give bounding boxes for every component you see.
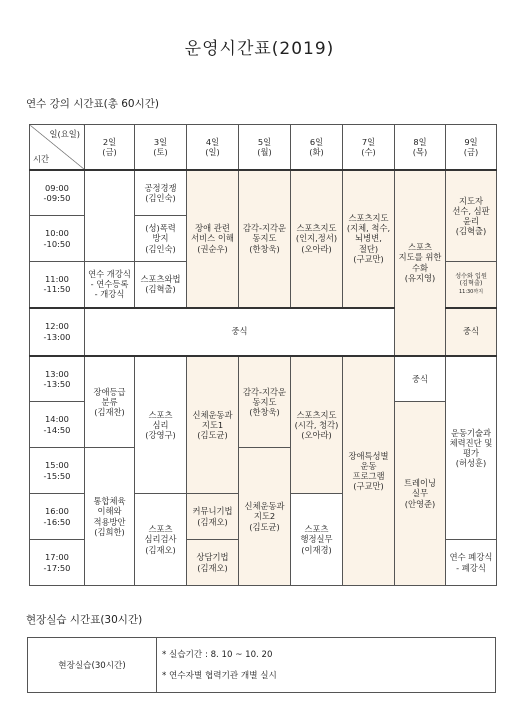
day-header-7: 7일 (수): [343, 125, 395, 170]
day-header-6: 6일 (화): [291, 125, 343, 170]
session-cell: 신체운동과 지도1 (김도균): [187, 356, 239, 494]
time-slot-2: 10:00 -10:50: [30, 216, 85, 262]
corner-day-label: 일(요일): [49, 129, 80, 139]
session-cell: 스포츠지도 (지체, 척수, 뇌병변, 절단) (구교만): [343, 170, 395, 308]
session-cell: 장애특성별 운동 프로그램 (구교만): [343, 356, 395, 586]
corner-header-cell: [30, 125, 85, 170]
lunch-cell: 중식: [85, 308, 395, 356]
session-cell: (성)폭력 방지 (김인숙): [135, 216, 187, 262]
session-cell: 운동기술과 체력진단 및 평가 (허성훈): [446, 356, 497, 540]
practice-table: [27, 637, 496, 693]
session-cell: 스포츠 행정실무 (이재경): [291, 494, 343, 586]
time-slot-3: 11:00 -11:50: [30, 262, 85, 308]
session-cell: 연수 개강식 - 연수등록 - 개강식: [85, 262, 135, 308]
time-slot-4: 12:00 -13:00: [30, 308, 85, 356]
practice-schedule-heading: 현장실습 시간표(30시간): [26, 614, 143, 626]
session-note: 11:30까지: [458, 288, 484, 295]
empty-cell: [85, 170, 135, 262]
day-header-8: 8일 (목): [395, 125, 446, 170]
session-cell: 스포츠 지도를 위한 수화 (유지영): [395, 170, 446, 356]
time-slot-5: 13:00 -13:50: [30, 356, 85, 402]
session-cell: 감각-지각운 동지도 (한창욱): [239, 356, 291, 448]
practice-items: [162, 648, 277, 690]
practice-label: 현장실습(30시간): [28, 638, 157, 692]
time-slot-6: 14:00 -14:50: [30, 402, 85, 448]
session-cell: 상담기법 (김재오): [187, 540, 239, 586]
session-cell: 장애등급 분류 (김재찬): [85, 356, 135, 448]
corner-time-label: 시간: [33, 154, 50, 165]
session-cell: 스포츠와법 (김혁출): [135, 262, 187, 308]
session-cell: 신체운동과 지도2 (김도균): [239, 448, 291, 586]
session-cell: 연수 폐강식 - 폐강식: [446, 540, 497, 586]
practice-method: * 연수자별 협력기관 개별 실시: [162, 671, 277, 681]
day-header-3: 3일 (토): [135, 125, 187, 170]
session-cell: 스포츠지도 (시각, 청각) (오아라): [291, 356, 343, 494]
day-header-5: 5일 (월): [239, 125, 291, 170]
session-cell: 스포츠 심리검사 (김재오): [135, 494, 187, 586]
time-slot-1: 09:00 -09:50: [30, 170, 85, 216]
session-cell: 공정경쟁 (김인숙): [135, 170, 187, 216]
lunch-cell: 중식: [446, 308, 497, 356]
day-header-9: 9일 (금): [446, 125, 497, 170]
time-slot-8: 16:00 -16:50: [30, 494, 85, 540]
session-cell: 감각-지각운 동지도 (한창욱): [239, 170, 291, 308]
session-cell: 통합체육 이해와 적용방안 (김희한): [85, 448, 135, 586]
day-header-2: 2일 (금): [85, 125, 135, 170]
session-cell: 장애 관련 서비스 이해 (권순우): [187, 170, 239, 308]
session-cell: 트레이닝 실무 (안영준): [395, 402, 446, 586]
session-cell: [446, 262, 497, 308]
page-title: 운영시간표(2019): [184, 39, 335, 59]
lecture-timetable: [29, 124, 497, 586]
session-cell: 커뮤니기법 (김재오): [187, 494, 239, 540]
lunch-cell: 중식: [395, 356, 446, 402]
session-cell: 스포츠지도 (인지,정서) (오아라): [291, 170, 343, 308]
time-slot-9: 17:00 -17:50: [30, 540, 85, 586]
practice-period: * 실습기간 : 8. 10 ~ 10. 20: [162, 650, 273, 660]
lecture-schedule-heading: 연수 강의 시간표(총 60시간): [26, 98, 159, 110]
session-cell: 지도자 선수, 심판 윤리 (김혁출): [446, 170, 497, 262]
session-cell: 스포츠 심리 (강영구): [135, 356, 187, 494]
day-header-4: 4일 (일): [187, 125, 239, 170]
time-slot-7: 15:00 -15:50: [30, 448, 85, 494]
session-text: 성수와 입원 (김혁출): [455, 273, 487, 288]
